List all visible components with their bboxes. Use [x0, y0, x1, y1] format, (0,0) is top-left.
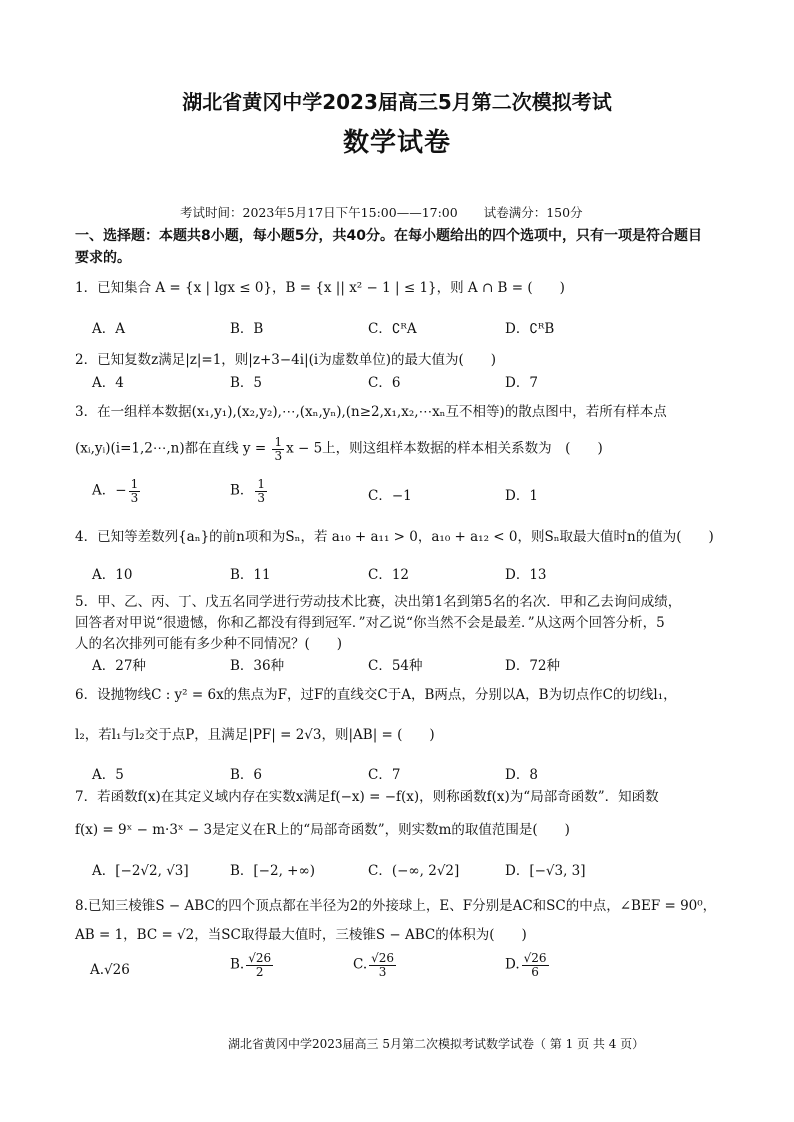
question-1-option-d: D．∁ᴿB [505, 321, 555, 337]
question-3-option-d: D．1 [505, 488, 538, 504]
question-5-option-b: B．36种 [230, 658, 285, 674]
question-8-option-a: A.√26 [90, 962, 130, 978]
question-8-option-b: B. $\frac{√26}{2}$ [230, 951, 272, 979]
question-5-line1: 5．甲、乙、丙、丁、戊五名同学进行劳动技术比赛，决出第1名到第5名的名次．甲和乙去询问成绩， [75, 594, 682, 610]
question-1-option-b: B．B [230, 321, 264, 337]
question-1-option-a: A．A [92, 321, 125, 337]
question-2-option-b: B．5 [230, 375, 263, 391]
exam-title: 湖北省黄冈中学2023届高三5月第二次模拟考试 [182, 90, 612, 114]
exam-subtitle: 数学试卷 [342, 128, 451, 158]
question-4-option-b: B．11 [230, 567, 271, 583]
question-6-option-c: C．7 [368, 767, 401, 783]
question-3-line2-pre: (xᵢ,yᵢ)(i=1,2⋯,n)都在直线 y = [75, 440, 271, 457]
question-5-option-a: A．27种 [92, 658, 146, 674]
question-3-line2 [75, 436, 603, 462]
question-8-option-d: D. $\frac{√26}{6}$ [505, 951, 547, 979]
question-2-stem: 2．已知复数z满足|z|=1，则|z+3−4i|(i为虚数单位)的最大值为( ) [75, 352, 497, 368]
question-7-line2: f(x) = 9ˣ − m·3ˣ − 3是定义在R上的“局部奇函数”，则实数m的取值范围是( ) [75, 822, 570, 838]
question-2-option-c: C．6 [368, 375, 401, 391]
question-2-option-d: D．7 [505, 375, 538, 391]
section-heading-line1: 一、选择题：本题共8小题，每小题5分，共40分。在每小题给出的四个选项中，只有一项是符合题目 [75, 228, 702, 244]
question-4-stem: 4．已知等差数列{aₙ}的前n项和为Sₙ，若 a₁₀ + a₁₁ > 0，a₁₀ + a₁₂ < 0，则Sₙ取最大值时n的值为( ) [75, 529, 714, 545]
page-footer: 湖北省黄冈中学2023届高三 5月第二次模拟考试数学试卷（ 第 1 页 共 4 页） [228, 1037, 645, 1051]
question-3-slope-fraction: $\frac{1}{3}$ [274, 435, 283, 463]
question-7-option-d: D．[−√3, 3] [505, 863, 586, 879]
question-7-line1: 7．若函数f(x)在其定义域内存在实数x满足f(−x) = −f(x)，则称函数f(x)为“局部奇函数”．知函数 [75, 789, 659, 805]
exam-score: 试卷满分：150分 [483, 205, 583, 220]
question-3-option-a: A．− $\frac{1}{3}$ [92, 477, 139, 505]
question-4-option-c: C．12 [368, 567, 410, 583]
question-5-option-d: D．72种 [505, 658, 561, 674]
section-heading-line2: 要求的。 [75, 250, 131, 266]
question-3-line1: 3．在一组样本数据(x₁,y₁),(x₂,y₂),⋯,(xₙ,yₙ),(n≥2,x₁,x₂,⋯xₙ互不相等)的散点图中，若所有样本点 [75, 404, 667, 420]
question-1-stem: 1．已知集合 A = {x | lgx ≤ 0}，B = {x || x² − 1 | ≤ 1}，则 A ∩ B = ( ) [75, 280, 565, 296]
question-6-line1: 6．设抛物线C : y² = 6x的焦点为F，过F的直线交C于A，B两点，分别以A，B为切点作C的切线l₁， [75, 687, 677, 703]
question-6-option-a: A．5 [92, 767, 124, 783]
question-7-option-b: B．[−2, +∞) [230, 863, 315, 879]
question-1-option-c: C．∁ᴿA [368, 321, 417, 337]
question-5-line3: 人的名次排列可能有多少种不同情况？( ) [75, 636, 343, 652]
question-3-option-c: C．−1 [368, 488, 412, 504]
question-5-line2: 回答者对甲说“很遗憾，你和乙都没有得到冠军．”对乙说“你当然不会是最差．”从这两个回答分析，5 [75, 615, 665, 631]
question-3-line2-post: x − 5上，则这组样本数据的样本相关系数为 ( ) [286, 440, 603, 457]
question-2-option-a: A．4 [92, 375, 124, 391]
question-4-option-a: A．10 [92, 567, 133, 583]
question-4-option-d: D．13 [505, 567, 547, 583]
exam-meta [180, 203, 605, 221]
exam-time: 考试时间：2023年5月17日下午15:00——17:00 [180, 205, 458, 220]
question-6-option-b: B．6 [230, 767, 263, 783]
question-8-line2: AB = 1，BC = √2，当SC取得最大值时，三棱锥S − ABC的体积为( ) [75, 927, 527, 943]
question-6-option-d: D．8 [505, 767, 538, 783]
question-6-line2: l₂，若l₁与l₂交于点P，且满足|PF| = 2√3，则|AB| = ( ) [75, 727, 435, 743]
question-5-option-c: C．54种 [368, 658, 423, 674]
question-8-option-c: C. $\frac{√26}{3}$ [353, 951, 395, 979]
question-7-option-c: C．(−∞, 2√2] [368, 863, 460, 879]
question-8-line1: 8.已知三棱锥S − ABC的四个顶点都在半径为2的外接球上，E、F分别是AC和SC的中点，∠BEF = 90⁰， [75, 898, 717, 914]
question-7-option-a: A．[−2√2, √3] [92, 863, 189, 879]
question-3-option-b: B． $\frac{1}{3}$ [230, 477, 266, 505]
